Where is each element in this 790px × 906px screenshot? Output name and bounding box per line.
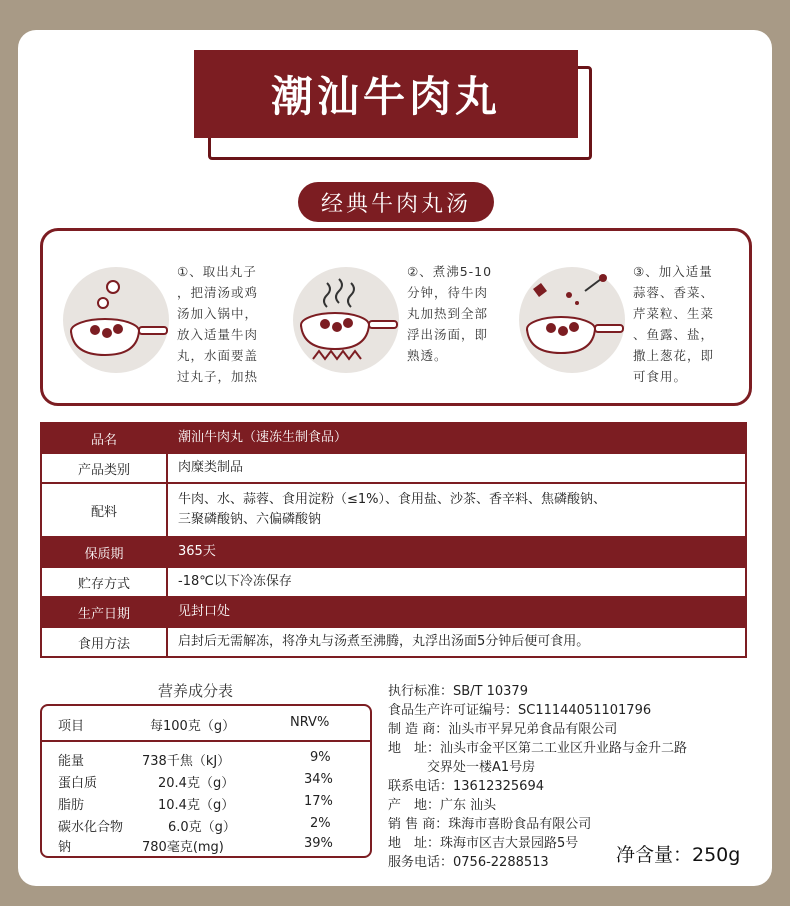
- info-value: 365天: [167, 537, 746, 567]
- info-row-shelf-life: [41, 537, 746, 567]
- nutrient-nrv: 34%: [304, 772, 333, 787]
- nutrient-amount: 780毫克(mg): [142, 840, 224, 855]
- info-value: 见封口处: [167, 597, 746, 627]
- nutrient-amount: 6.0克（g）: [168, 820, 236, 835]
- info-row-category: [41, 453, 746, 483]
- info-value: -18℃以下冷冻保存: [167, 567, 746, 597]
- step-line: 分钟，待牛肉: [407, 285, 489, 300]
- step-1: [63, 261, 289, 384]
- info-row-ingredients: [41, 483, 746, 537]
- info-key: 生产日期: [41, 597, 167, 627]
- step-3-text: [633, 261, 743, 387]
- step-line: 丸加热到全部: [407, 306, 489, 321]
- step-line: 撒上葱花，即: [633, 348, 715, 363]
- nutrient-name: 蛋白质: [58, 776, 98, 791]
- nutrient-name: 能量: [58, 754, 85, 769]
- pot-bubbles-icon: [63, 267, 169, 373]
- info-key: 保质期: [41, 537, 167, 567]
- header-per-100g: 每100克（g）: [150, 719, 236, 734]
- producer-line: 交界处一楼A1号房: [388, 760, 536, 775]
- info-value: [167, 483, 746, 537]
- pot-steam-icon: [293, 267, 399, 373]
- step-line: ①、取出丸子: [177, 264, 257, 279]
- info-key: 品名: [41, 423, 167, 453]
- info-key: 配料: [41, 483, 167, 537]
- step-line: 蒜蓉、香菜、: [633, 285, 715, 300]
- nutrient-amount: 10.4克（g）: [158, 798, 235, 813]
- step-line: 汤加入锅中，: [177, 306, 259, 321]
- step-3: [519, 261, 745, 384]
- header-nrv: NRV%: [290, 715, 330, 730]
- step-1-text: [177, 261, 287, 387]
- step-line: ②、煮沸5-10: [407, 264, 493, 279]
- step-line: ，把清汤或鸡: [177, 285, 259, 300]
- cooking-steps: [40, 228, 752, 406]
- recipe-subtitle: 经典牛肉丸汤: [298, 182, 494, 222]
- producer-line: 联系电话：13612325694: [388, 779, 544, 794]
- step-line: 放入适量牛肉: [177, 327, 259, 342]
- info-row-storage: [41, 567, 746, 597]
- ingredients-line-2: 三聚磷酸钠、六偏磷酸钠: [178, 512, 322, 527]
- info-key: 食用方法: [41, 627, 167, 657]
- nutrient-name: 碳水化合物: [58, 820, 124, 835]
- pot-seasoning-icon: [519, 267, 625, 373]
- producer-line: 产 地：广东 汕头: [388, 798, 497, 813]
- nutrient-amount: 20.4克（g）: [158, 776, 235, 791]
- nutrient-name: 钠: [58, 840, 72, 855]
- step-line: 过丸子，加热: [177, 369, 259, 384]
- label-card: [18, 30, 772, 886]
- nutrient-nrv: 39%: [304, 836, 333, 851]
- nutrient-nrv: 9%: [310, 750, 331, 765]
- info-row-name: [41, 423, 746, 453]
- nutrient-name: 脂肪: [58, 798, 85, 813]
- info-row-usage: [41, 627, 746, 657]
- nutrition-title: 营养成分表: [158, 682, 234, 700]
- producer-line: 服务电话：0756-2288513: [388, 855, 549, 870]
- info-row-production-date: [41, 597, 746, 627]
- info-value: 潮汕牛肉丸（速冻生制食品）: [167, 423, 746, 453]
- step-line: ③、加入适量: [633, 264, 713, 279]
- info-value: 肉糜类制品: [167, 453, 746, 483]
- producer-line: 地 址：珠海市区吉大景园路5号: [388, 836, 579, 851]
- step-line: 丸，水面要盖: [177, 348, 259, 363]
- step-line: 、鱼露、盐，: [633, 327, 715, 342]
- info-key: 产品类别: [41, 453, 167, 483]
- step-2-text: [407, 261, 517, 366]
- step-line: 可食用。: [633, 369, 688, 384]
- producer-line: 销 售 商：珠海市喜盼食品有限公司: [388, 817, 592, 832]
- ingredients-line-1: 牛肉、水、蒜蓉、食用淀粉（≤1%）、食用盐、沙茶、香辛料、焦磷酸钠、: [178, 492, 607, 507]
- net-weight: 净含量：250g: [616, 844, 741, 866]
- step-line: 浮出汤面，即: [407, 327, 489, 342]
- header-item: 项目: [58, 719, 85, 734]
- step-line: 芹菜粒、生菜: [633, 306, 715, 321]
- nutrition-header: [42, 706, 370, 742]
- title-banner: [194, 50, 584, 138]
- producer-line: 地 址：汕头市金平区第二工业区升业路与金升二路: [388, 741, 688, 756]
- nutrient-amount: 738千焦（kJ）: [142, 754, 231, 769]
- nutrient-nrv: 2%: [310, 816, 331, 831]
- nutrition-table: [40, 704, 372, 858]
- product-info-table: [40, 422, 747, 658]
- producer-line: 食品生产许可证编号：SC11144051101796: [388, 703, 652, 718]
- nutrient-nrv: 17%: [304, 794, 333, 809]
- step-line: 熟透。: [407, 348, 448, 363]
- producer-line: 执行标准：SB/T 10379: [388, 684, 528, 699]
- product-title: 潮汕牛肉丸: [194, 50, 578, 138]
- producer-line: 制 造 商：汕头市平昇兄弟食品有限公司: [388, 722, 618, 737]
- step-2: [293, 261, 519, 381]
- info-value: 启封后无需解冻，将净丸与汤煮至沸腾，丸浮出汤面5分钟后便可食用。: [167, 627, 746, 657]
- info-key: 贮存方式: [41, 567, 167, 597]
